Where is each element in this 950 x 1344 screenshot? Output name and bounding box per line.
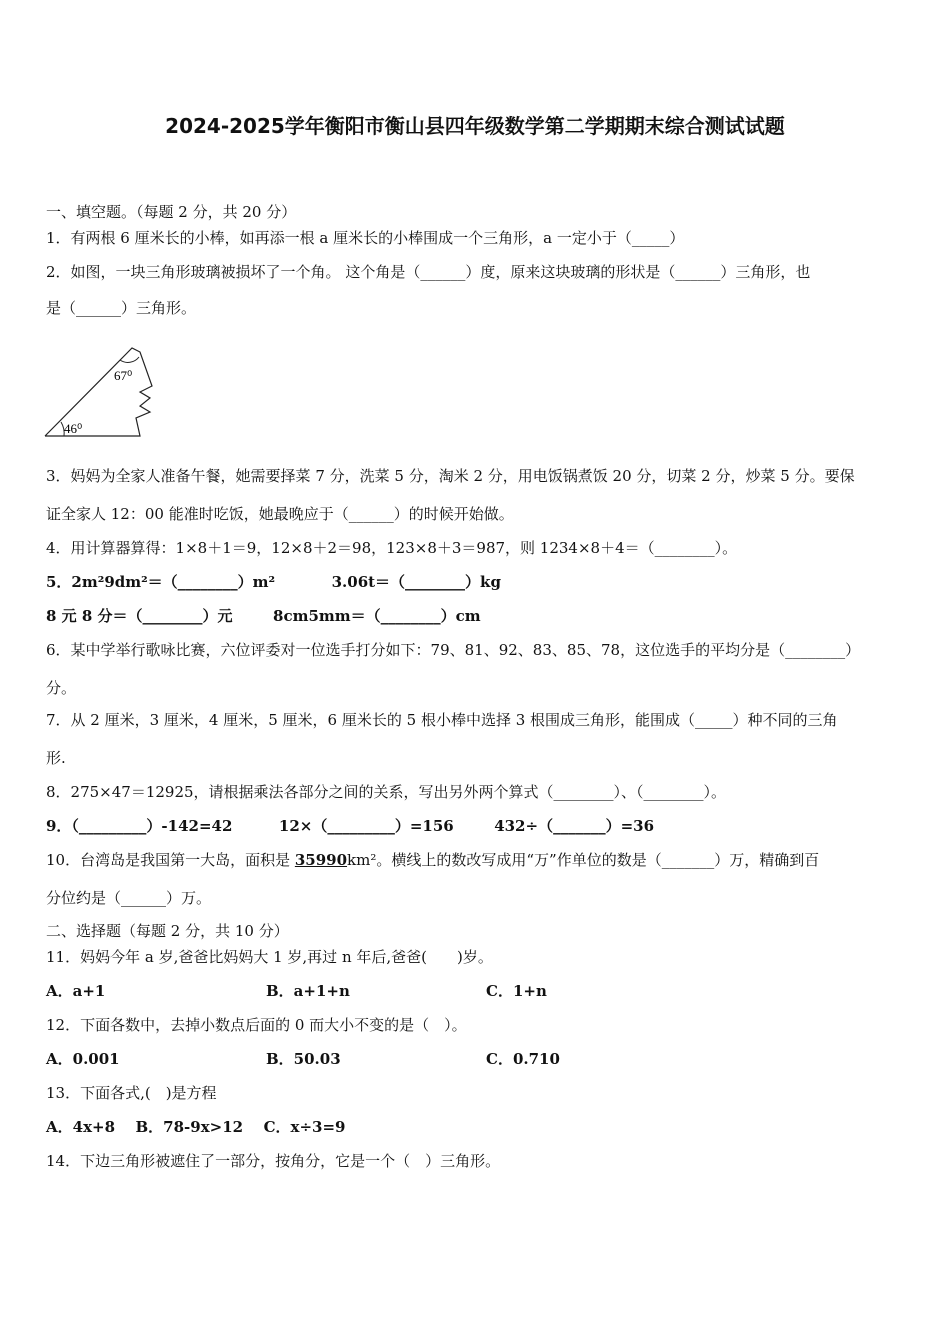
q10-text-pre: 10．台湾岛是我国第一大岛，面积是 bbox=[46, 851, 295, 869]
question-1: 1．有两根 6 厘米长的小棒，如再添一根 a 厘米长的小棒围成一个三角形，a 一定小于（_____） bbox=[46, 229, 685, 247]
q9-part-1: 9．（_________）-142=42 bbox=[46, 817, 233, 835]
q9-part-3: 432÷（_______）=36 bbox=[494, 817, 655, 835]
q13-option-a: A．4x+8 bbox=[46, 1118, 116, 1136]
section-heading-fill: 一、填空题。（每题 2 分，共 20 分） bbox=[46, 203, 297, 221]
angle-46-label: 46⁰ bbox=[64, 421, 83, 436]
question-12-options bbox=[46, 1049, 910, 1069]
question-5-line-1 bbox=[46, 572, 910, 592]
question-2-line-1: 2．如图，一块三角形玻璃被损坏了一个角。 这个角是（______）度，原来这块玻璃的形状是（______）三角形，也 bbox=[46, 263, 811, 281]
angle-67-label: 67⁰ bbox=[114, 368, 133, 383]
q5-part-3: 8 元 8 分＝（________）元 bbox=[46, 607, 233, 625]
q11-option-c: C．1+n bbox=[486, 982, 547, 1000]
q12-option-c: C．0.710 bbox=[486, 1050, 560, 1068]
question-11: 11．妈妈今年 a 岁,爸爸比妈妈大 1 岁,再过 n 年后,爸爸( )岁。 bbox=[46, 948, 493, 966]
q5-part-2: 3.06t＝（________）kg bbox=[331, 573, 501, 591]
q10-text-post: km²。横线上的数改写成用“万”作单位的数是（_______）万，精确到百 bbox=[347, 851, 820, 869]
page-title: 2024-2025学年衡阳市衡山县四年级数学第二学期期末综合测试试题 bbox=[165, 114, 785, 138]
question-10-line-2: 分位约是（______）万。 bbox=[46, 889, 212, 907]
q11-option-b: B．a+1+n bbox=[266, 982, 350, 1000]
question-3-line-1: 3．妈妈为全家人准备午餐，她需要择菜 7 分，洗菜 5 分，淘米 2 分，用电饭锅煮饭 20 分，切菜 2 分，炒菜 5 分。要保 bbox=[46, 467, 855, 485]
question-4: 4．用计算器算得：1×8＋1＝9，12×8＋2＝98，123×8＋3＝987，则 1234×8＋4＝（________）。 bbox=[46, 539, 738, 557]
question-3-line-2: 证全家人 12：00 能准时吃饭，她最晚应于（______）的时候开始做。 bbox=[46, 505, 514, 523]
question-13: 13．下面各式,( )是方程 bbox=[46, 1084, 217, 1102]
question-14: 14．下边三角形被遮住了一部分，按角分，它是一个（ ）三角形。 bbox=[46, 1152, 501, 1170]
broken-triangle-figure bbox=[40, 340, 170, 445]
q5-part-4: 8cm5mm＝（________）cm bbox=[273, 607, 481, 625]
q11-option-a: A．a+1 bbox=[46, 982, 106, 1000]
question-12: 12．下面各数中，去掉小数点后面的 0 而大小不变的是（ ）。 bbox=[46, 1016, 467, 1034]
q9-part-2: 12×（_________）=156 bbox=[278, 817, 454, 835]
q12-option-b: B．50.03 bbox=[266, 1050, 341, 1068]
q13-option-c: C．x÷3=9 bbox=[263, 1118, 346, 1136]
question-8: 8．275×47＝12925，请根据乘法各部分之间的关系，写出另外两个算式（________）、（________）。 bbox=[46, 783, 727, 801]
section-heading-choice: 二、选择题（每题 2 分，共 10 分） bbox=[46, 922, 289, 940]
question-2-line-2: 是（______）三角形。 bbox=[46, 299, 197, 317]
question-10-line-1 bbox=[46, 850, 910, 870]
q5-part-1: 5．2m²9dm²＝（________）m² bbox=[46, 573, 276, 591]
question-5-line-2 bbox=[46, 606, 910, 626]
question-11-options bbox=[46, 981, 910, 1001]
q13-option-b: B．78-9x>12 bbox=[135, 1118, 244, 1136]
question-6-line-2: 分。 bbox=[46, 679, 77, 697]
q10-underlined-number: 35990 bbox=[294, 851, 348, 869]
question-9 bbox=[46, 816, 910, 836]
question-7-line-1: 7．从 2 厘米，3 厘米，4 厘米，5 厘米，6 厘米长的 5 根小棒中选择 3 根围成三角形，能围成（_____）种不同的三角 bbox=[46, 711, 838, 729]
question-7-line-2: 形. bbox=[46, 749, 66, 767]
question-13-options bbox=[46, 1117, 910, 1137]
q12-option-a: A．0.001 bbox=[46, 1050, 120, 1068]
question-6-line-1: 6．某中学举行歌咏比赛，六位评委对一位选手打分如下：79、81、92、83、85、78，这位选手的平均分是（________） bbox=[46, 641, 861, 659]
